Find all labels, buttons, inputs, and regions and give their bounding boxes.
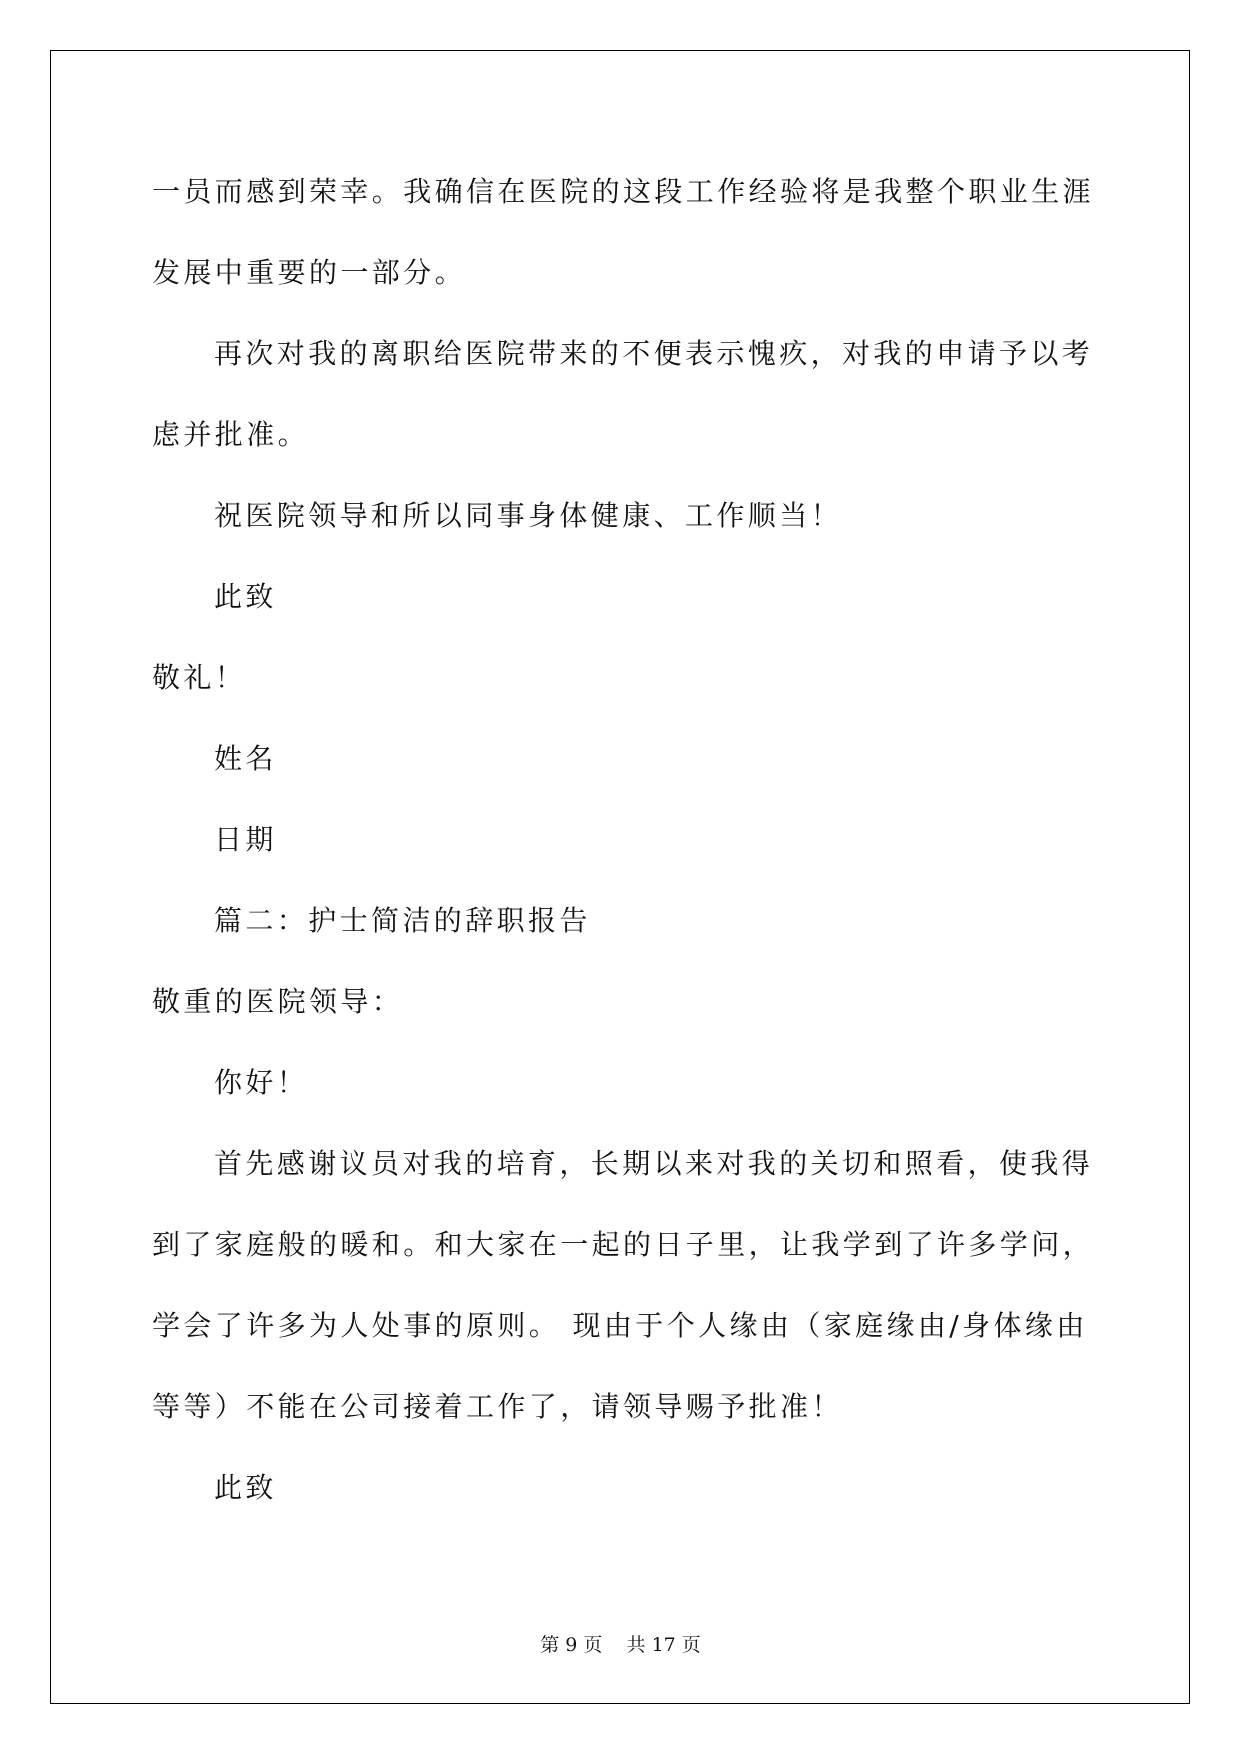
page-number: 第 9 页 bbox=[540, 1634, 603, 1656]
body-line-4: 虑并批准。 bbox=[152, 418, 310, 451]
body-line-16: 等等）不能在公司接着工作了，请领导赐予批准！ bbox=[152, 1390, 843, 1423]
body-line-15: 学会了许多为人处事的原则。 现由于个人缘由（家庭缘由/身体缘由 bbox=[152, 1309, 1088, 1342]
closing-cizhi-2: 此致 bbox=[214, 1471, 277, 1504]
body-line-1: 一员而感到荣幸。我确信在医院的这段工作经验将是我整个职业生涯 bbox=[152, 175, 1095, 208]
body-line-13: 首先感谢议员对我的培育，长期以来对我的关切和照看，使我得 bbox=[214, 1147, 1094, 1180]
body-line-3: 再次对我的离职给医院带来的不便表示愧疚，对我的申请予以考 bbox=[214, 337, 1094, 370]
greeting: 你好！ bbox=[214, 1066, 309, 1099]
signature-date: 日期 bbox=[214, 823, 277, 856]
salutation: 敬重的医院领导： bbox=[152, 985, 404, 1018]
body-line-2: 发展中重要的一部分。 bbox=[152, 256, 467, 289]
closing-jingli: 敬礼！ bbox=[152, 661, 247, 694]
page-border bbox=[50, 50, 1190, 1704]
wish-line: 祝医院领导和所以同事身体健康、工作顺当！ bbox=[214, 499, 843, 532]
page-footer bbox=[0, 1630, 1241, 1657]
signature-name: 姓名 bbox=[214, 742, 277, 775]
closing-cizhi: 此致 bbox=[214, 580, 277, 613]
section-heading: 篇二：护士简洁的辞职报告 bbox=[214, 904, 591, 937]
page-total: 共 17 页 bbox=[626, 1634, 701, 1656]
body-line-14: 到了家庭般的暖和。和大家在一起的日子里，让我学到了许多学问， bbox=[152, 1228, 1095, 1261]
